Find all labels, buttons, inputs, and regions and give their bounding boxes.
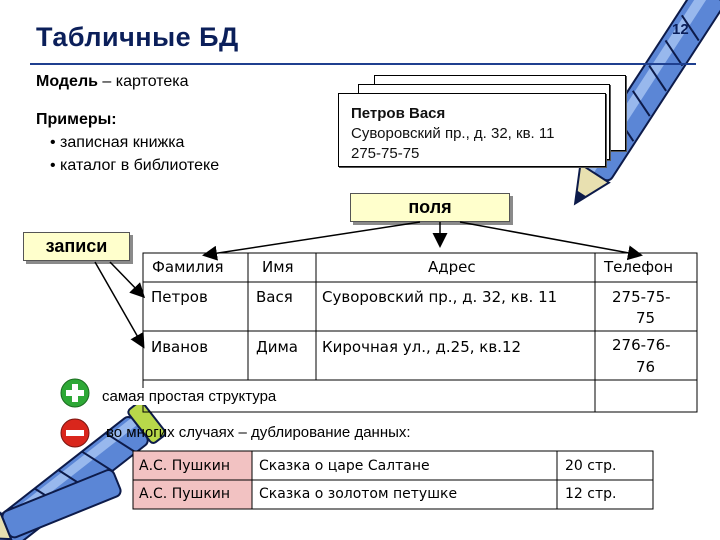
model-text: – картотека bbox=[97, 73, 189, 90]
disadvantage-text: во многих случаях – дублирование данных: bbox=[106, 424, 411, 441]
table-cell: 276-76- bbox=[612, 336, 671, 354]
card-phone: 275-75-75 bbox=[351, 145, 420, 162]
records-tag: записи bbox=[23, 232, 130, 261]
title-cell: Сказка о царе Салтане bbox=[259, 458, 430, 474]
table-cell: Суворовский пр., д. 32, кв. 11 bbox=[322, 288, 558, 306]
card-name: Петров Вася bbox=[351, 105, 446, 122]
examples-heading: Примеры: bbox=[36, 111, 117, 128]
author-cell: А.С. Пушкин bbox=[139, 458, 231, 474]
advantage-text: самая простая структура bbox=[102, 388, 277, 405]
table-cell: Петров bbox=[151, 288, 208, 306]
pages-cell: 12 стр. bbox=[565, 486, 617, 502]
slide-title: Табличные БД bbox=[36, 22, 239, 52]
table-cell: Иванов bbox=[151, 338, 209, 356]
table-cell: Кирочная ул., д.25, кв.12 bbox=[322, 338, 522, 356]
model-label: Модель bbox=[36, 73, 98, 90]
table-cell: Вася bbox=[256, 288, 293, 306]
example-item: • каталог в библиотеке bbox=[50, 157, 220, 174]
table-cell: 275-75- bbox=[612, 288, 671, 306]
card-address: Суворовский пр., д. 32, кв. 11 bbox=[351, 125, 555, 142]
column-header: Имя bbox=[262, 258, 294, 276]
example-item: • записная книжка bbox=[50, 134, 185, 151]
title-cell: Сказка о золотом петушке bbox=[259, 486, 458, 502]
table-cell: 75 bbox=[636, 309, 656, 327]
table-cell: 76 bbox=[636, 358, 656, 376]
author-cell: А.С. Пушкин bbox=[139, 486, 231, 502]
slide-number: 12 bbox=[672, 21, 689, 38]
table-cell: Дима bbox=[256, 338, 298, 356]
pages-cell: 20 стр. bbox=[565, 458, 617, 474]
column-header: Фамилия bbox=[152, 258, 224, 276]
column-header: Адрес bbox=[428, 258, 476, 276]
column-header: Телефон bbox=[604, 258, 674, 276]
fields-tag: поля bbox=[350, 193, 510, 222]
